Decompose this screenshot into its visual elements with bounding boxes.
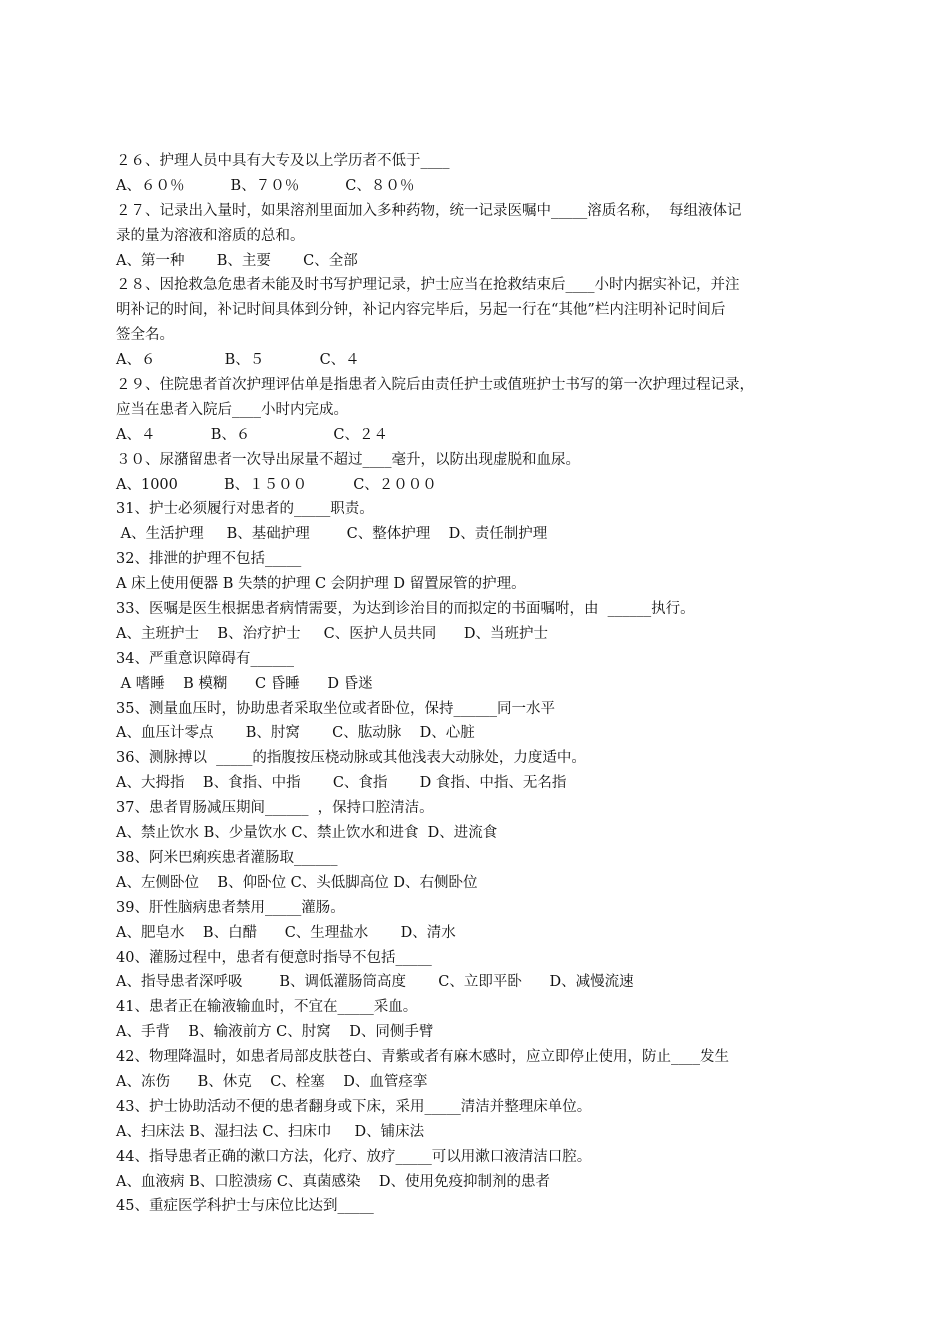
text-line: 42、物理降温时，如患者局部皮肤苍白、青紫或者有麻木感时，应立即停止使用，防止____发生	[116, 1049, 729, 1066]
text-line: A、血压计零点 B、肘窝 C、肱动脉 D、心脏	[116, 725, 475, 742]
text-line: 34、严重意识障碍有______	[116, 650, 294, 667]
question-list	[116, 149, 856, 1219]
text-line: ２８、因抢救急危患者未能及时书写护理记录，护士应当在抢救结束后____小时内据实补记，并注	[116, 277, 740, 294]
text-line: 录的量为溶液和溶质的总和。	[116, 227, 305, 244]
text-line: ２６、护理人员中具有大专及以上学历者不低于____	[116, 153, 450, 169]
text-line: A、手背 B、输液前方 C、肘窝 D、同侧手臂	[116, 1024, 434, 1041]
text-line: 33、医嘱是医生根据患者病情需要，为达到诊治目的而拟定的书面嘱咐，由 ______执行。	[116, 601, 695, 618]
text-line: A、肥皂水 B、白醋 C、生理盐水 D、清水	[116, 924, 456, 941]
text-line: 45、重症医学科护士与床位比达到_____	[116, 1198, 374, 1215]
text-line: A 嗜睡 B 模糊 C 昏睡 D 昏迷	[116, 675, 373, 692]
text-line: 41、患者正在输液输血时，不宜在_____采血。	[116, 999, 418, 1016]
text-line: 44、指导患者正确的漱口方法，化疗、放疗_____可以用漱口液清洁口腔。	[116, 1148, 592, 1165]
text-line: A、1000 B、１５００ C、２０００	[116, 476, 437, 493]
text-line: A、扫床法 B、湿扫法 C、扫床巾 D、铺床法	[116, 1123, 425, 1140]
text-line: A、主班护士 B、治疗护士 C、医护人员共同 D、当班护士	[116, 625, 548, 642]
text-line: 32、排泄的护理不包括_____	[116, 551, 302, 568]
text-line: 签全名。	[116, 327, 174, 344]
text-line: A、６０％ B、７０％ C、８０％	[116, 177, 415, 194]
text-line: 明补记的时间，补记时间具体到分钟，补记内容完毕后，另起一行在“其他”栏内注明补记时间后	[116, 302, 726, 319]
text-line: ３０、尿潴留患者一次导出尿量不超过____毫升，以防出现虚脱和血尿。	[116, 451, 580, 468]
text-line: 应当在患者入院后____小时内完成。	[116, 401, 348, 418]
text-line: A、４ B、６ C、２４	[116, 426, 388, 443]
text-line: ２７、记录出入量时，如果溶剂里面加入多种药物，统一记录医嘱中_____溶质名称， 每组液体记	[116, 202, 742, 219]
text-line: A、６ B、５ C、４	[116, 352, 360, 369]
text-line: 36、测脉搏以 _____的指腹按压桡动脉或其他浅表大动脉处，力度适中。	[116, 750, 586, 767]
text-line: 39、肝性脑病患者禁用_____灌肠。	[116, 899, 345, 916]
text-line: A、大拇指 B、食指、中指 C、食指 D 食指、中指、无名指	[116, 775, 567, 792]
text-line: 35、测量血压时，协助患者采取坐位或者卧位，保持______同一水平	[116, 700, 555, 717]
text-line: A、指导患者深呼吸 B、调低灌肠筒高度 C、立即平卧 D、减慢流速	[116, 974, 634, 991]
text-line: A、左侧卧位 B、仰卧位 C、头低脚高位 D、右侧卧位	[116, 874, 478, 891]
text-line: 38、阿米巴痢疾患者灌肠取______	[116, 849, 338, 866]
text-line: A 床上使用便器 B 失禁的护理 C 会阴护理 D 留置尿管的护理。	[116, 576, 526, 593]
text-line: A、冻伤 B、休克 C、栓塞 D、血管痉挛	[116, 1073, 428, 1090]
text-line: A、第一种 B、主要 C、全部	[116, 252, 358, 269]
text-line: A、禁止饮水 B、少量饮水 C、禁止饮水和进食 D、进流食	[116, 825, 498, 842]
text-line: ２９、住院患者首次护理评估单是指患者入院后由责任护士或值班护士书写的第一次护理过程记录，	[116, 377, 754, 394]
text-line: A、血液病 B、口腔溃疡 C、真菌感染 D、使用免疫抑制剂的患者	[116, 1173, 550, 1190]
text-line: 40、灌肠过程中，患者有便意时指导不包括_____	[116, 949, 432, 966]
text-line: 37、患者胃肠减压期间______ ，保持口腔清洁。	[116, 800, 434, 817]
text-line: 31、护士必须履行对患者的_____职责。	[116, 501, 374, 518]
text-line: A、生活护理 B、基础护理 C、整体护理 D、责任制护理	[116, 526, 548, 543]
text-line: 43、护士协助活动不便的患者翻身或下床，采用_____清洁并整理床单位。	[116, 1098, 592, 1115]
